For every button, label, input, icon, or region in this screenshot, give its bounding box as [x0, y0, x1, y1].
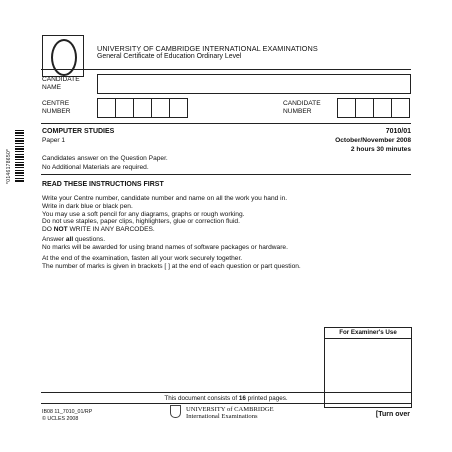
instruction-line: Write your Centre number, candidate number and name on all the work you hand in. [42, 195, 288, 202]
barcode [15, 130, 24, 182]
divider [41, 403, 411, 404]
divider [41, 392, 411, 393]
candidate-name-field[interactable] [97, 74, 411, 94]
subject-title: COMPUTER STUDIES [42, 128, 115, 135]
answer-block [42, 236, 288, 252]
divider [41, 69, 411, 70]
board-name: UNIVERSITY OF CAMBRIDGE INTERNATIONAL EXAMINATIONS [97, 44, 318, 53]
centre-number-label: CENTRE NUMBER [42, 100, 71, 115]
university-logo-text: UNIVERSITY of CAMBRIDGE International Examinations [186, 406, 274, 420]
end-block [42, 255, 301, 271]
instruction-line: You may use a soft pencil for any diagrams, graphs or rough working. [42, 210, 245, 218]
materials-line-1: Candidates answer on the Question Paper. [42, 155, 168, 162]
instruction-line: No marks will be awarded for using brand names of software packages or hardware. [42, 243, 288, 251]
materials-line-2: No Additional Materials are required. [42, 164, 149, 171]
logo-o-icon [51, 39, 77, 76]
university-crest-icon [170, 405, 181, 418]
centre-number-field[interactable] [97, 98, 188, 118]
instruction-line: Write in dark blue or black pen. [42, 202, 133, 210]
instructions-heading: READ THESE INSTRUCTIONS FIRST [42, 181, 164, 188]
divider [41, 174, 411, 175]
instruction-line: Answer all questions. [42, 236, 106, 243]
paper-number: Paper 1 [42, 137, 66, 144]
divider [41, 123, 411, 124]
candidate-name-label: CANDIDATE NAME [42, 76, 80, 91]
instruction-line: The number of marks is given in brackets [ ] at the end of each question or part question. [42, 262, 301, 270]
instruction-line: DO NOT WRITE IN ANY BARCODES. [42, 226, 155, 234]
exam-duration: 2 hours 30 minutes [350, 146, 411, 153]
paper-code: 7010/01 [385, 128, 411, 135]
barcode-number: *0146178650* [6, 148, 12, 184]
instruction-line: At the end of the examination, fasten all your work securely together. [42, 255, 243, 262]
examiner-box-title: For Examiner's Use [324, 327, 412, 339]
page-count: This document consists of 16 printed pages. [164, 395, 288, 402]
exam-session: October/November 2008 [335, 137, 411, 144]
document-reference: IB08 11_7010_01/RP © UCLES 2008 [42, 409, 93, 422]
certificate-name: General Certificate of Education Ordinary Level [97, 53, 242, 60]
turn-over: [Turn over [375, 411, 410, 418]
instructions-block [42, 195, 287, 234]
instruction-line: Do not use staples, paper clips, highlighters, glue or correction fluid. [42, 218, 240, 226]
candidate-number-field[interactable] [337, 98, 410, 118]
candidate-number-label: CANDIDATE NUMBER [283, 100, 321, 115]
